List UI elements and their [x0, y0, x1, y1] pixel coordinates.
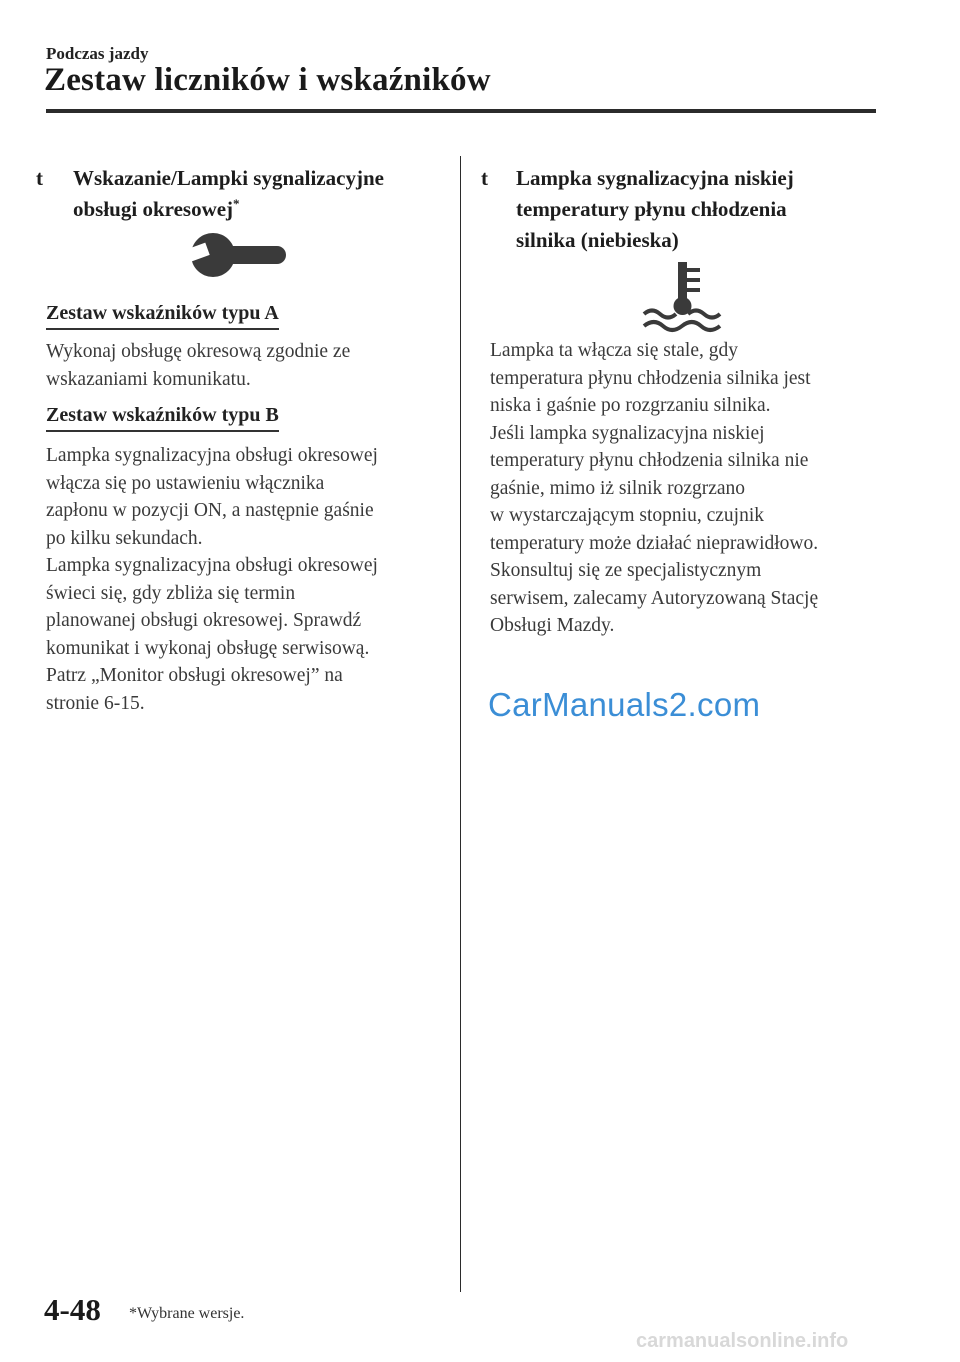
page-number: 4-48: [44, 1292, 101, 1327]
subhead-type-b-wrap: [46, 403, 279, 432]
para-b-line-1: Lampka sygnalizacyjna obsługi okresowej: [46, 445, 378, 466]
subhead-type-a-wrap: [46, 301, 279, 330]
subhead-type-a: Zestaw wskaźników typu A: [46, 301, 279, 330]
paragraph-type-a: [46, 338, 350, 393]
coolant-line-1: Lampka ta włącza się stale, gdy: [490, 340, 738, 361]
title-rule: [46, 109, 876, 113]
left-heading-line-1: Wskazanie/Lampki sygnalizacyjne: [73, 166, 384, 190]
para-b-line-7: planowanej obsługi okresowej. Sprawdź: [46, 610, 362, 631]
page-title: Zestaw liczników i wskaźników: [44, 62, 491, 98]
subhead-type-b: Zestaw wskaźników typu B: [46, 403, 279, 432]
site-watermark: carmanualsonline.info: [636, 1330, 849, 1352]
coolant-line-4: Jeśli lampka sygnalizacyjna niskiej: [490, 422, 765, 444]
left-heading-mark: *: [233, 196, 240, 211]
left-heading: [73, 163, 384, 225]
para-b-line-6: świeci się, gdy zbliża się termin: [46, 582, 296, 604]
left-heading-line-2: obsługi okresowej*: [73, 196, 240, 221]
carmanuals-watermark: CarManuals2.com: [488, 686, 761, 723]
wrench-icon: [186, 228, 290, 286]
para-b-line-5: Lampka sygnalizacyjna obsługi okresowej: [46, 555, 378, 576]
para-b-line-9: Patrz „Monitor obsługi okresowej” na: [46, 665, 343, 686]
coolant-line-5: temperatury płynu chłodzenia silnika nie: [490, 450, 809, 471]
para-b-line-3: zapłonu w pozycji ON, a następnie gaśnie: [46, 500, 374, 521]
coolant-line-2: temperatura płynu chłodzenia silnika jest: [490, 367, 811, 389]
para-b-line-10: stronie 6-15.: [46, 692, 145, 714]
right-heading-line-3: silnika (niebieska): [516, 228, 679, 252]
coolant-temperature-icon: [640, 258, 724, 334]
para-b-line-8: komunikat i wykonaj obsługę serwisową.: [46, 637, 370, 659]
column-divider: [460, 156, 461, 1292]
coolant-line-6: gaśnie, mimo iż silnik rozgrzano: [490, 477, 746, 499]
right-heading-line-1: Lampka sygnalizacyjna niskiej: [516, 166, 794, 190]
left-bullet: t: [36, 166, 43, 190]
para-b-line-4: po kilku sekundach.: [46, 527, 203, 549]
section-label: Podczas jazdy: [46, 44, 149, 63]
coolant-line-7: w wystarczającym stopniu, czujnik: [490, 505, 764, 526]
footnote: *Wybrane wersje.: [129, 1305, 245, 1322]
coolant-line-8: temperatury może działać nieprawidłowo.: [490, 532, 819, 554]
coolant-line-10: serwisem, zalecamy Autoryzowaną Stację: [490, 587, 819, 609]
coolant-line-9: Skonsultuj się ze specjalistycznym: [490, 560, 762, 581]
para-a-line-2: wskazaniami komunikatu.: [46, 368, 251, 390]
para-a-line-1: Wykonaj obsługę okresową zgodnie ze: [46, 341, 351, 362]
paragraph-coolant: [490, 337, 818, 640]
right-heading-line-2: temperatury płynu chłodzenia: [516, 197, 787, 221]
right-bullet: t: [481, 166, 488, 190]
paragraph-type-b: [46, 442, 378, 717]
coolant-line-11: Obsługi Mazdy.: [490, 615, 615, 636]
coolant-line-3: niska i gaśnie po rozgrzaniu silnika.: [490, 395, 771, 416]
right-heading: [516, 163, 794, 256]
para-b-line-2: włącza się po ustawieniu włącznika: [46, 472, 325, 494]
